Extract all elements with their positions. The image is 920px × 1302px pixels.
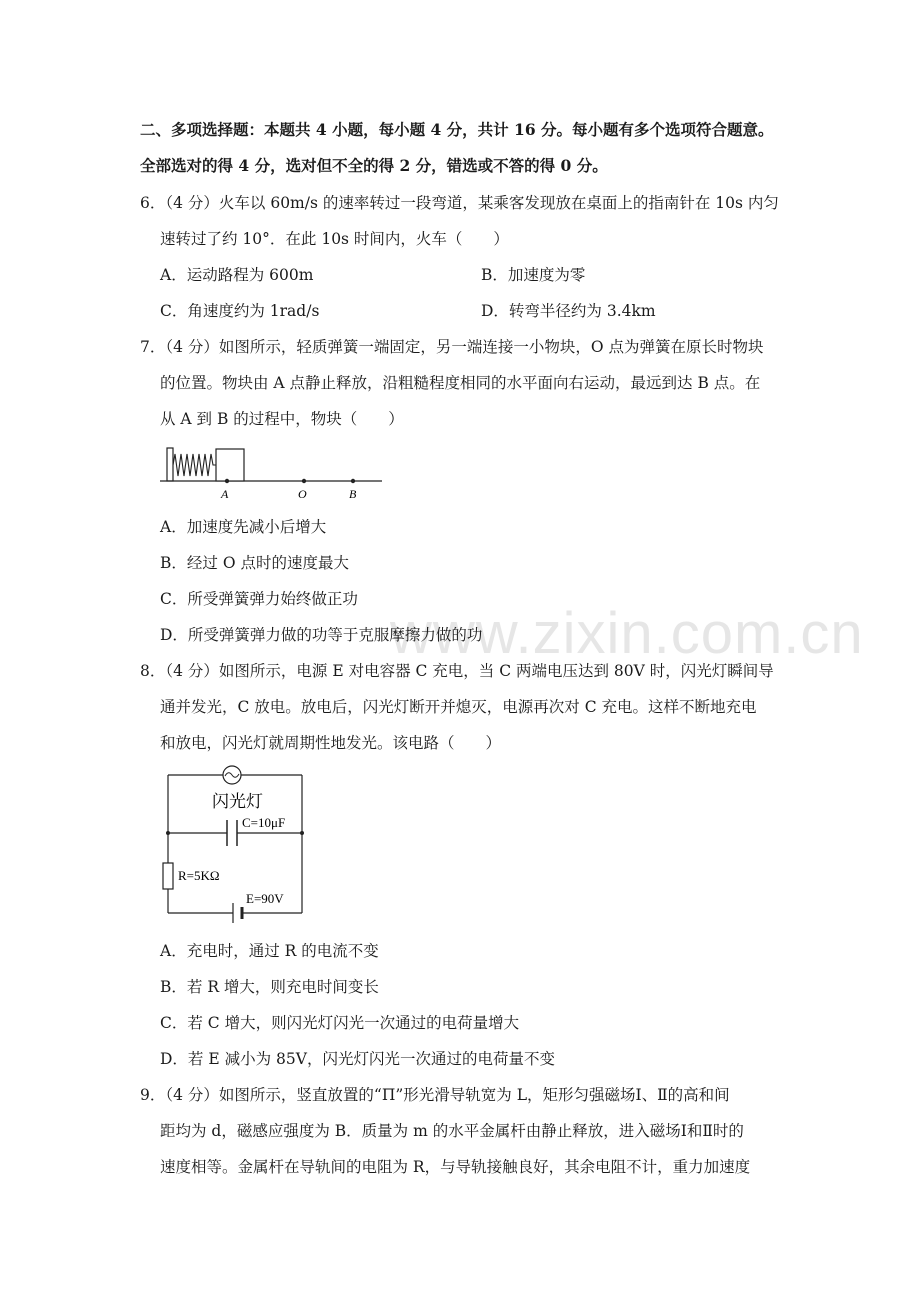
q7-stem-line3: 从 A 到 B 的过程中，物块（ ）: [160, 410, 404, 428]
q9-stem-line1: 9．（4 分）如图所示，竖直放置的“Π”形光滑导轨宽为 L，矩形匀强磁场Ⅰ、Ⅱ的高和间: [140, 1086, 730, 1104]
q8-option-a: A．充电时，通过 R 的电流不变: [160, 942, 379, 960]
q8-stem-line3: 和放电，闪光灯就周期性地发光。该电路（ ）: [160, 734, 502, 752]
q8-option-d: D．若 E 减小为 85V，闪光灯闪光一次通过的电荷量不变: [160, 1050, 555, 1068]
q6-option-b: B．加速度为零: [481, 266, 586, 284]
flash-lamp-circuit-figure: [160, 765, 310, 925]
q7-option-c: C．所受弹簧弹力始终做正功: [160, 590, 358, 608]
point-b-label: B: [349, 487, 357, 501]
spring-block-figure: [158, 440, 388, 502]
q8-stem-line1: 8．（4 分）如图所示，电源 E 对电容器 C 充电，当 C 两端电压达到 80V 时，闪光灯瞬间导: [140, 662, 774, 680]
q7-stem-line1: 7．（4 分）如图所示，轻质弹簧一端固定，另一端连接一小物块，O 点为弹簧在原长时物块: [140, 338, 764, 356]
section-header-line2: 全部选对的得 4 分，选对但不全的得 2 分，错选或不答的得 0 分。: [140, 156, 608, 175]
q7-stem-line2: 的位置。物块由 A 点静止释放，沿粗糙程度相同的水平面向右运动，最远到达 B 点。在: [160, 374, 761, 392]
q6-option-d: D．转弯半径约为 3.4km: [481, 302, 656, 320]
q7-option-b: B．经过 O 点时的速度最大: [160, 554, 349, 572]
point-o-label: O: [298, 487, 307, 501]
q8-option-b: B．若 R 增大，则充电时间变长: [160, 978, 379, 996]
q7-option-a: A．加速度先减小后增大: [160, 518, 327, 536]
lamp-label: 闪光灯: [212, 792, 263, 811]
emf-label: E=90V: [246, 891, 284, 906]
resistor-label: R=5KΩ: [178, 868, 220, 883]
q9-stem-line2: 距均为 d，磁感应强度为 B．质量为 m 的水平金属杆由静止释放，进入磁场Ⅰ和Ⅱ时的: [160, 1122, 744, 1140]
q6-stem-line1: 6．（4 分）火车以 60m/s 的速率转过一段弯道，某乘客发现放在桌面上的指南针在 10s 内匀: [140, 194, 779, 212]
q8-stem-line2: 通并发光，C 放电。放电后，闪光灯断开并熄灭，电源再次对 C 充电。这样不断地充电: [160, 698, 757, 716]
capacitor-label: C=10μF: [242, 815, 286, 830]
point-a-label: A: [221, 487, 229, 501]
q8-option-c: C．若 C 增大，则闪光灯闪光一次通过的电荷量增大: [160, 1014, 520, 1032]
q7-option-d: D．所受弹簧弹力做的功等于克服摩擦力做的功: [160, 626, 483, 644]
watermark: www.zixin.com.cn: [390, 601, 864, 666]
q6-option-c: C．角速度约为 1rad/s: [160, 302, 320, 320]
q9-stem-line3: 速度相等。金属杆在导轨间的电阻为 R，与导轨接触良好，其余电阻不计，重力加速度: [160, 1158, 751, 1176]
section-header-line1: 二、多项选择题：本题共 4 小题，每小题 4 分，共计 16 分。每小题有多个选项符合题意。: [140, 120, 774, 139]
q6-option-a: A．运动路程为 600m: [160, 266, 314, 284]
q6-stem-line2: 速转过了约 10°．在此 10s 时间内，火车（ ）: [160, 230, 509, 248]
